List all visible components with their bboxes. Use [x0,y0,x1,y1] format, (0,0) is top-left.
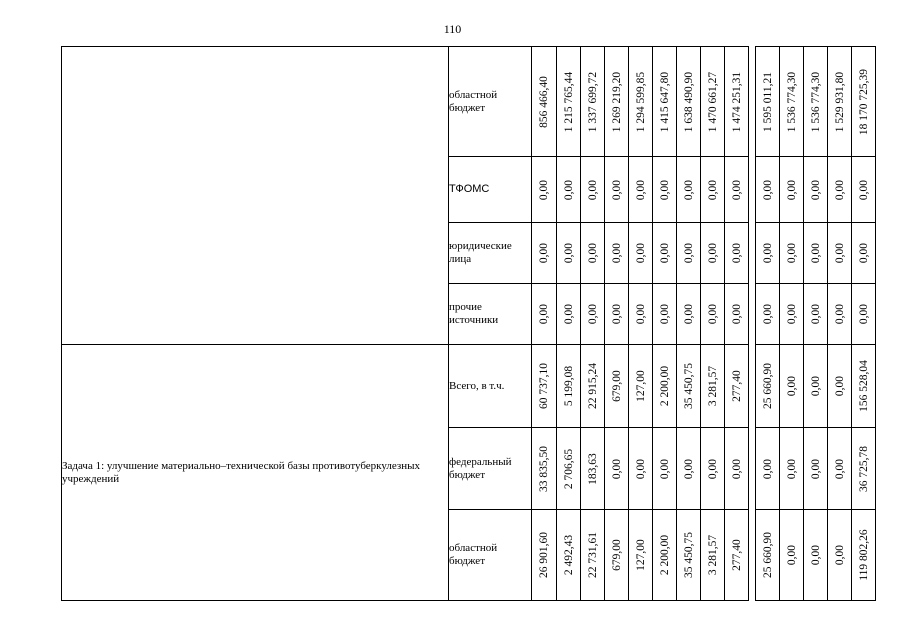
value-text: 0,00 [682,303,695,325]
value-text: 0,00 [706,179,719,200]
value-text: 0,00 [658,179,671,200]
column-gap [749,510,756,601]
value-cell [756,345,780,428]
value-cell [581,223,605,284]
table-row [62,345,876,428]
value-text: 0,00 [857,303,870,325]
value-text: 25 660,90 [761,363,774,409]
value-text: 2 200,00 [658,534,671,576]
value-cell [725,47,749,157]
value-cell [581,157,605,223]
value-text: 0,00 [586,303,599,325]
value-text: 0,00 [785,458,798,479]
value-cell [557,223,581,284]
column-gap [749,428,756,510]
value-cell [701,510,725,601]
value-text: 0,00 [538,242,550,264]
value-text: 5 199,08 [562,365,575,407]
value-cell [629,345,653,428]
value-text: 0,00 [634,179,647,200]
value-cell [605,284,629,345]
value-text: 0,00 [785,544,798,566]
value-text: 0,00 [785,375,798,397]
budget-table [61,46,876,601]
value-text: 1 294 599,85 [634,71,647,132]
value-cell [605,47,629,157]
value-cell [653,510,677,601]
column-gap [749,47,756,157]
value-cell [701,428,725,510]
value-cell [780,345,804,428]
value-cell [605,223,629,284]
value-cell [804,157,828,223]
value-cell [532,223,557,284]
value-text: 0,00 [706,303,719,325]
funding-source-cell: федеральный бюджет [449,428,532,510]
value-cell [605,345,629,428]
value-cell [629,284,653,345]
value-cell [725,223,749,284]
value-cell [828,284,852,345]
value-text: 0,00 [610,242,623,264]
value-cell [653,157,677,223]
value-cell [852,157,876,223]
value-cell [756,284,780,345]
value-text: 0,00 [562,242,575,264]
value-cell [804,47,828,157]
value-text: 35 450,75 [682,532,695,578]
value-cell [852,223,876,284]
value-cell [828,510,852,601]
value-cell [581,428,605,510]
value-cell [725,157,749,223]
value-text: 127,00 [634,370,647,402]
value-text: 0,00 [634,303,647,325]
value-cell [756,428,780,510]
value-text: 35 450,75 [682,363,695,409]
value-text: 0,00 [706,458,719,479]
value-text: 0,00 [809,242,822,264]
value-text: 1 536 774,30 [809,71,822,132]
value-text: 0,00 [833,544,846,566]
value-text: 1 337 699,72 [586,71,599,132]
value-cell [557,284,581,345]
value-text: 183,63 [586,452,599,485]
value-cell [780,428,804,510]
value-cell [780,284,804,345]
value-text: 22 915,24 [586,363,599,409]
value-cell [557,47,581,157]
value-cell [701,47,725,157]
value-cell [653,345,677,428]
value-cell [605,428,629,510]
value-text: 0,00 [586,179,599,200]
value-cell [653,223,677,284]
value-text: 0,00 [682,179,695,200]
value-text: 0,00 [682,242,695,264]
value-cell [828,157,852,223]
value-text: 0,00 [562,179,575,200]
value-text: 1 474 251,31 [730,71,743,132]
value-cell [756,47,780,157]
value-text: 0,00 [658,242,671,264]
value-text: 25 660,90 [761,532,774,578]
value-text: 0,00 [809,179,822,200]
value-cell [828,223,852,284]
value-cell [557,510,581,601]
value-text: 0,00 [538,303,550,325]
value-cell [581,345,605,428]
column-gap [749,345,756,428]
column-gap [749,284,756,345]
value-text: 0,00 [634,242,647,264]
value-cell [804,428,828,510]
value-cell [557,157,581,223]
value-cell [532,428,557,510]
value-text: 1 638 490,90 [682,71,695,132]
value-text: 0,00 [785,242,798,264]
page-number: 110 [443,22,462,36]
value-text: 0,00 [610,303,623,325]
funding-source-cell: юридические лица [449,223,532,284]
value-text: 0,00 [706,242,719,264]
value-cell [629,510,653,601]
value-cell [677,284,701,345]
value-cell [532,47,557,157]
value-cell [780,157,804,223]
value-text: 0,00 [809,544,822,566]
value-cell [852,345,876,428]
value-cell [780,223,804,284]
value-cell [581,47,605,157]
value-text: 856 466,40 [538,75,550,128]
value-text: 0,00 [730,303,743,325]
value-text: 0,00 [809,458,822,479]
value-cell [756,157,780,223]
table-row [62,47,876,157]
value-text: 0,00 [658,458,671,479]
value-cell [532,510,557,601]
funding-source-cell: ТФОМС [449,157,532,223]
funding-source-cell: Всего, в т.ч. [449,345,532,428]
value-text: 1 215 765,44 [562,71,575,132]
value-cell [701,223,725,284]
value-cell [804,345,828,428]
value-cell [532,345,557,428]
value-text: 156 528,04 [857,360,870,412]
value-cell [677,157,701,223]
value-text: 0,00 [730,179,743,200]
value-text: 60 737,10 [538,363,550,409]
value-cell [852,47,876,157]
value-text: 0,00 [785,179,798,200]
value-cell [756,223,780,284]
value-text: 2 492,43 [562,534,575,576]
value-text: 0,00 [761,242,774,264]
value-cell [629,428,653,510]
value-text: 3 281,57 [706,534,719,576]
value-cell [557,428,581,510]
value-text: 0,00 [538,179,550,200]
value-cell [852,428,876,510]
value-cell [581,284,605,345]
value-text: 0,00 [730,242,743,264]
value-text: 0,00 [658,303,671,325]
value-text: 0,00 [610,179,623,200]
value-cell [629,157,653,223]
value-cell [852,510,876,601]
value-text: 18 170 725,39 [857,68,870,135]
column-gap [749,157,756,223]
value-cell [804,510,828,601]
value-cell [605,157,629,223]
value-cell [852,284,876,345]
value-cell [557,345,581,428]
value-text: 1 470 661,27 [706,71,719,132]
value-cell [725,428,749,510]
value-cell [605,510,629,601]
value-text: 0,00 [761,179,774,200]
value-cell [653,284,677,345]
value-cell [629,223,653,284]
value-text: 119 802,26 [857,529,870,581]
value-cell [756,510,780,601]
value-text: 0,00 [634,458,647,479]
funding-source-cell: областной бюджет [449,47,532,157]
value-text: 277,40 [730,539,743,571]
value-text: 1 415 647,80 [658,71,671,132]
value-text: 0,00 [761,458,774,479]
column-gap [749,223,756,284]
value-text: 0,00 [833,303,846,325]
value-text: 0,00 [857,179,870,200]
value-cell [677,345,701,428]
value-text: 0,00 [833,242,846,264]
value-text: 0,00 [761,303,774,325]
value-cell [653,47,677,157]
value-text: 1 529 931,80 [833,71,846,132]
value-text: 0,00 [809,303,822,325]
value-cell [653,428,677,510]
value-cell [780,47,804,157]
value-text: 2 200,00 [658,365,671,407]
value-cell [701,157,725,223]
value-text: 36 725,78 [857,445,870,492]
value-text: 33 835,50 [538,445,550,492]
value-cell [677,223,701,284]
value-text: 0,00 [833,458,846,479]
value-cell [629,47,653,157]
value-cell [677,510,701,601]
task-cell [62,47,449,345]
value-text: 26 901,60 [538,532,550,578]
value-cell [725,284,749,345]
value-text: 277,40 [730,370,743,402]
value-text: 0,00 [682,458,695,479]
value-cell [828,428,852,510]
value-text: 0,00 [610,458,623,479]
value-cell [804,223,828,284]
value-cell [701,284,725,345]
value-cell [701,345,725,428]
value-text: 679,00 [610,539,623,571]
value-cell [725,510,749,601]
value-text: 679,00 [610,370,623,402]
value-cell [804,284,828,345]
value-text: 0,00 [809,375,822,397]
value-text: 0,00 [857,242,870,264]
value-text: 0,00 [833,375,846,397]
funding-source-cell: прочие источники [449,284,532,345]
value-text: 1 595 011,21 [761,71,774,132]
value-cell [677,428,701,510]
value-text: 0,00 [586,242,599,264]
value-text: 1 536 774,30 [785,71,798,132]
value-text: 127,00 [634,539,647,571]
funding-source-cell: областной бюджет [449,510,532,601]
value-cell [532,284,557,345]
value-text: 22 731,61 [586,532,599,578]
value-cell [725,345,749,428]
task-cell: Задача 1: улучшение материально–технической базы противотуберкулезных учреждений [62,345,449,601]
value-cell [581,510,605,601]
value-text: 2 706,65 [562,448,575,489]
value-cell [828,47,852,157]
value-text: 0,00 [833,179,846,200]
value-cell [532,157,557,223]
value-text: 0,00 [785,303,798,325]
value-cell [828,345,852,428]
value-cell [780,510,804,601]
value-cell [677,47,701,157]
value-text: 3 281,57 [706,365,719,407]
value-text: 0,00 [730,458,743,479]
value-text: 0,00 [562,303,575,325]
value-text: 1 269 219,20 [610,71,623,132]
